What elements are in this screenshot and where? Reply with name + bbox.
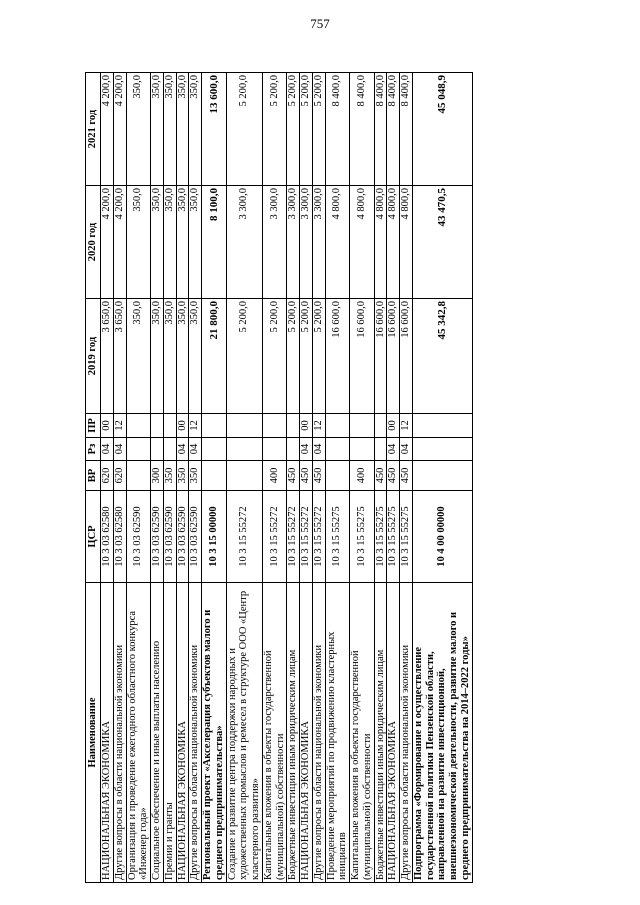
cell-pr xyxy=(325,414,350,438)
cell-name: Другие вопросы в области национальной экономики xyxy=(189,583,202,883)
cell-rz: 04 xyxy=(400,438,413,461)
cell-2019: 3 650,0 xyxy=(101,299,114,414)
cell-name: Другие вопросы в области национальной экономики xyxy=(400,583,413,883)
cell-csr: 10 3 15 55272 xyxy=(312,491,325,583)
header-csr: ЦСР xyxy=(86,491,101,583)
table-row xyxy=(113,73,126,883)
table-row xyxy=(101,73,114,883)
cell-2021: 5 200,0 xyxy=(262,73,287,186)
cell-vr: 620 xyxy=(113,461,126,491)
cell-name: НАЦИОНАЛЬНАЯ ЭКОНОМИКА xyxy=(101,583,114,883)
cell-vr xyxy=(226,461,262,491)
cell-csr: 10 4 00 00000 xyxy=(412,491,472,583)
cell-2020: 3 300,0 xyxy=(287,186,300,299)
cell-vr: 350 xyxy=(176,461,189,491)
cell-rz: 04 xyxy=(113,438,126,461)
cell-rz: 04 xyxy=(312,438,325,461)
cell-2019: 21 800,0 xyxy=(202,299,227,414)
cell-rz xyxy=(287,438,300,461)
cell-2021: 350,0 xyxy=(126,73,151,186)
cell-2020: 350,0 xyxy=(126,186,151,299)
cell-pr xyxy=(126,414,151,438)
cell-pr: 12 xyxy=(113,414,126,438)
cell-2021: 8 400,0 xyxy=(350,73,375,186)
cell-2021: 5 200,0 xyxy=(312,73,325,186)
cell-vr: 450 xyxy=(312,461,325,491)
header-2021: 2021 год xyxy=(86,73,101,186)
cell-2020: 350,0 xyxy=(151,186,164,299)
cell-pr xyxy=(163,414,176,438)
cell-name: Другие вопросы в области национальной экономики xyxy=(312,583,325,883)
table-row xyxy=(287,73,300,883)
cell-2019: 16 600,0 xyxy=(374,299,387,414)
cell-vr xyxy=(412,461,472,491)
cell-2021: 13 600,0 xyxy=(202,73,227,186)
cell-2020: 3 300,0 xyxy=(312,186,325,299)
cell-2020: 3 300,0 xyxy=(300,186,313,299)
cell-2019: 5 200,0 xyxy=(300,299,313,414)
cell-name: Социальное обеспечение и иные выплаты населению xyxy=(151,583,164,883)
table-row xyxy=(176,73,189,883)
cell-pr xyxy=(287,414,300,438)
cell-rz xyxy=(374,438,387,461)
cell-2020: 3 300,0 xyxy=(262,186,287,299)
cell-2021: 45 048,9 xyxy=(412,73,472,186)
cell-pr xyxy=(350,414,375,438)
cell-csr: 10 3 15 55275 xyxy=(400,491,413,583)
cell-2021: 8 400,0 xyxy=(374,73,387,186)
cell-vr xyxy=(126,461,151,491)
cell-2021: 8 400,0 xyxy=(400,73,413,186)
table-row xyxy=(226,73,262,883)
cell-rz xyxy=(412,438,472,461)
budget-table xyxy=(85,72,473,883)
header-2019: 2019 год xyxy=(86,299,101,414)
cell-2021: 5 200,0 xyxy=(300,73,313,186)
table-row xyxy=(374,73,387,883)
cell-2021: 5 200,0 xyxy=(287,73,300,186)
cell-rz xyxy=(163,438,176,461)
cell-name: НАЦИОНАЛЬНАЯ ЭКОНОМИКА xyxy=(300,583,313,883)
cell-2021: 8 400,0 xyxy=(325,73,350,186)
cell-csr: 10 3 03 62590 xyxy=(151,491,164,583)
cell-vr: 300 xyxy=(151,461,164,491)
table-row xyxy=(325,73,350,883)
cell-2019: 350,0 xyxy=(189,299,202,414)
rotated-table-container xyxy=(85,73,473,883)
cell-2020: 350,0 xyxy=(176,186,189,299)
cell-2020: 4 800,0 xyxy=(387,186,400,299)
cell-2020: 350,0 xyxy=(163,186,176,299)
cell-vr xyxy=(202,461,227,491)
cell-csr: 10 3 15 00000 xyxy=(202,491,227,583)
cell-rz xyxy=(202,438,227,461)
cell-vr: 450 xyxy=(400,461,413,491)
cell-vr: 450 xyxy=(387,461,400,491)
cell-name: Капитальные вложения в объекты государственной (муниципальной) собственности xyxy=(350,583,375,883)
cell-2020: 3 300,0 xyxy=(226,186,262,299)
cell-2019: 16 600,0 xyxy=(325,299,350,414)
cell-2020: 4 800,0 xyxy=(325,186,350,299)
cell-vr: 620 xyxy=(101,461,114,491)
header-name: Наименование xyxy=(86,583,101,883)
cell-rz xyxy=(262,438,287,461)
cell-2019: 350,0 xyxy=(176,299,189,414)
cell-2019: 5 200,0 xyxy=(287,299,300,414)
cell-2019: 5 200,0 xyxy=(312,299,325,414)
cell-2020: 4 200,0 xyxy=(101,186,114,299)
table-header-row xyxy=(86,73,101,883)
cell-2019: 350,0 xyxy=(163,299,176,414)
cell-name: Проведение мероприятий по продвижению кластерных инициатив xyxy=(325,583,350,883)
cell-rz xyxy=(126,438,151,461)
cell-pr: 00 xyxy=(300,414,313,438)
cell-2020: 350,0 xyxy=(189,186,202,299)
table-row xyxy=(202,73,227,883)
cell-vr: 450 xyxy=(374,461,387,491)
page-number: 757 xyxy=(310,16,330,31)
cell-csr: 10 3 15 55272 xyxy=(262,491,287,583)
cell-csr: 10 3 03 62580 xyxy=(101,491,114,583)
table-row xyxy=(151,73,164,883)
header-pr: ПР xyxy=(86,414,101,438)
cell-2021: 350,0 xyxy=(163,73,176,186)
cell-csr: 10 3 03 62590 xyxy=(189,491,202,583)
cell-2020: 4 200,0 xyxy=(113,186,126,299)
table-row xyxy=(300,73,313,883)
cell-pr xyxy=(151,414,164,438)
header-rz: Рз xyxy=(86,438,101,461)
cell-2021: 4 200,0 xyxy=(101,73,114,186)
table-row xyxy=(350,73,375,883)
cell-pr: 12 xyxy=(189,414,202,438)
cell-rz xyxy=(350,438,375,461)
cell-rz xyxy=(226,438,262,461)
cell-vr xyxy=(325,461,350,491)
cell-vr: 350 xyxy=(189,461,202,491)
cell-pr: 00 xyxy=(101,414,114,438)
cell-pr: 12 xyxy=(312,414,325,438)
cell-csr: 10 3 15 55272 xyxy=(300,491,313,583)
cell-name: Подпрограмма «Формирование и осуществление государственной политики Пензенской области, направленной на развитие инвестиционной, внешнеэкономической деятельности, развитие малого и среднего предпринимательства на 2014–2022 годы» xyxy=(412,583,472,883)
cell-2021: 5 200,0 xyxy=(226,73,262,186)
cell-csr: 10 3 03 62590 xyxy=(163,491,176,583)
cell-2021: 350,0 xyxy=(151,73,164,186)
cell-rz: 04 xyxy=(387,438,400,461)
cell-2020: 43 470,5 xyxy=(412,186,472,299)
cell-2019: 3 650,0 xyxy=(113,299,126,414)
cell-2019: 5 200,0 xyxy=(226,299,262,414)
cell-2019: 350,0 xyxy=(126,299,151,414)
cell-csr: 10 3 15 55275 xyxy=(387,491,400,583)
cell-2021: 350,0 xyxy=(176,73,189,186)
cell-2020: 4 800,0 xyxy=(350,186,375,299)
cell-rz: 04 xyxy=(300,438,313,461)
cell-pr xyxy=(374,414,387,438)
cell-vr: 400 xyxy=(350,461,375,491)
cell-rz: 04 xyxy=(189,438,202,461)
cell-name: Создание и развитие центра поддержки народных и художественных промыслов и ремесел в структуре ООО «Центр кластерного развития» xyxy=(226,583,262,883)
cell-2019: 45 342,8 xyxy=(412,299,472,414)
cell-2021: 4 200,0 xyxy=(113,73,126,186)
table-row xyxy=(163,73,176,883)
cell-pr: 00 xyxy=(387,414,400,438)
table-row xyxy=(387,73,400,883)
cell-pr xyxy=(262,414,287,438)
cell-2020: 4 800,0 xyxy=(400,186,413,299)
table-row xyxy=(126,73,151,883)
cell-2019: 5 200,0 xyxy=(262,299,287,414)
cell-csr: 10 3 15 55275 xyxy=(350,491,375,583)
cell-vr: 400 xyxy=(262,461,287,491)
cell-name: Другие вопросы в области национальной экономики xyxy=(113,583,126,883)
cell-pr: 12 xyxy=(400,414,413,438)
cell-name: Премии и гранты xyxy=(163,583,176,883)
cell-csr: 10 3 03 62590 xyxy=(126,491,151,583)
cell-rz: 04 xyxy=(101,438,114,461)
cell-rz: 04 xyxy=(176,438,189,461)
cell-name: НАЦИОНАЛЬНАЯ ЭКОНОМИКА xyxy=(176,583,189,883)
cell-csr: 10 3 15 55272 xyxy=(287,491,300,583)
cell-rz xyxy=(325,438,350,461)
table-row xyxy=(189,73,202,883)
cell-pr xyxy=(412,414,472,438)
cell-2019: 350,0 xyxy=(151,299,164,414)
header-2020: 2020 год xyxy=(86,186,101,299)
cell-csr: 10 3 15 55275 xyxy=(374,491,387,583)
cell-rz xyxy=(151,438,164,461)
cell-csr: 10 3 03 62580 xyxy=(113,491,126,583)
cell-name: Капитальные вложения в объекты государственной (муниципальной) собственности xyxy=(262,583,287,883)
table-row xyxy=(412,73,472,883)
table-row xyxy=(312,73,325,883)
cell-pr xyxy=(226,414,262,438)
cell-2019: 16 600,0 xyxy=(350,299,375,414)
cell-2019: 16 600,0 xyxy=(387,299,400,414)
cell-2020: 8 100,0 xyxy=(202,186,227,299)
cell-csr: 10 3 15 55272 xyxy=(226,491,262,583)
cell-pr xyxy=(202,414,227,438)
cell-csr: 10 3 03 62590 xyxy=(176,491,189,583)
cell-name: Региональный проект «Акселерация субъектов малого и среднего предпринимательства» xyxy=(202,583,227,883)
cell-2020: 4 800,0 xyxy=(374,186,387,299)
cell-name: Бюджетные инвестиции иным юридическим лицам xyxy=(374,583,387,883)
header-vr: ВР xyxy=(86,461,101,491)
cell-name: Бюджетные инвестиции иным юридическим лицам xyxy=(287,583,300,883)
cell-2019: 16 600,0 xyxy=(400,299,413,414)
cell-vr: 450 xyxy=(300,461,313,491)
cell-csr: 10 3 15 55275 xyxy=(325,491,350,583)
cell-vr: 350 xyxy=(163,461,176,491)
cell-pr: 00 xyxy=(176,414,189,438)
cell-2021: 350,0 xyxy=(189,73,202,186)
cell-2021: 8 400,0 xyxy=(387,73,400,186)
cell-name: Организация и проведение ежегодного областного конкурса «Инженер года» xyxy=(126,583,151,883)
cell-vr: 450 xyxy=(287,461,300,491)
cell-name: НАЦИОНАЛЬНАЯ ЭКОНОМИКА xyxy=(387,583,400,883)
table-row xyxy=(262,73,287,883)
table-row xyxy=(400,73,413,883)
